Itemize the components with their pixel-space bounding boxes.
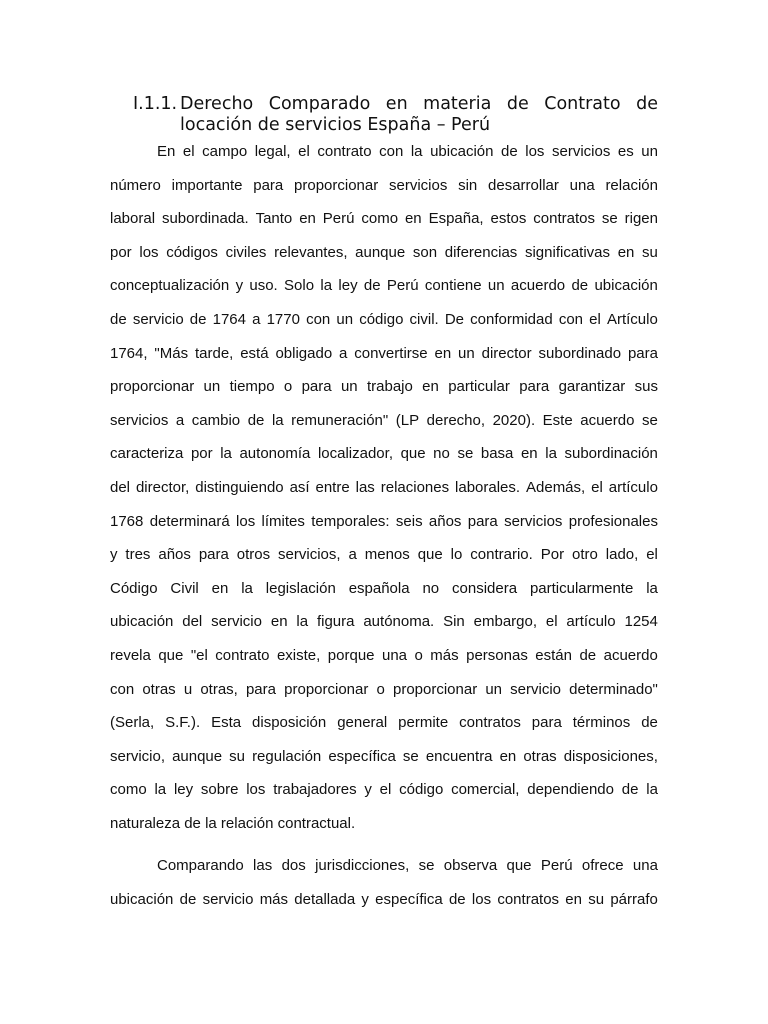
heading-word: de [636, 94, 658, 114]
paragraph-1 [110, 141, 658, 846]
heading-word: materia [423, 94, 492, 114]
paragraph-line: ubicación del servicio en la figura autónoma. Sin embargo, el artículo 1254 [110, 613, 658, 631]
heading-word: en [385, 94, 408, 114]
paragraph-line: laboral subordinada. Tanto en Perú como en España, estos contratos se rigen [110, 210, 658, 228]
paragraph-line: naturaleza de la relación contractual. [110, 814, 356, 832]
paragraph-line: proporcionar un tiempo o para un trabajo en particular para garantizar sus [110, 378, 658, 396]
heading-title-words [180, 94, 658, 115]
paragraph-line: por los códigos civiles relevantes, aunque son diferencias significativas en su [110, 243, 658, 261]
heading-line-2: locación de servicios España – Perú [180, 115, 491, 135]
paragraph-line: Código Civil en la legislación española no considera particularmente la [110, 579, 658, 597]
heading-word: de [506, 94, 529, 114]
paragraph-line: servicio, aunque su regulación específica se encuentra en otras disposiciones, [110, 747, 658, 765]
paragraph-line: Comparando las dos jurisdicciones, se observa que Perú ofrece una [157, 857, 658, 874]
paragraph-line: 1768 determinará los límites temporales: seis años para servicios profesionales [110, 512, 658, 530]
heading-word: Comparado [268, 94, 371, 114]
paragraph-line: servicios a cambio de la remuneración" (LP derecho, 2020). Este acuerdo se [110, 411, 658, 429]
heading-number: I.1.1. [133, 94, 178, 114]
heading-line-1 [133, 94, 658, 115]
paragraph-line: y tres años para otros servicios, a menos que lo contrario. Por otro lado, el [110, 546, 658, 564]
paragraph-line: conceptualización y uso. Solo la ley de Perú contiene un acuerdo de ubicación [110, 277, 658, 295]
paragraph-line: número importante para proporcionar servicios sin desarrollar una relación [110, 176, 658, 194]
paragraph-line: con otras u otras, para proporcionar o proporcionar un servicio determinado" [110, 680, 658, 698]
paragraph-line: del director, distinguiendo así entre las relaciones laborales. Además, el artículo [110, 478, 658, 496]
section-heading [133, 94, 658, 136]
paragraph-line: En el campo legal, el contrato con la ubicación de los servicios es un [157, 143, 658, 160]
paragraph-line: revela que "el contrato existe, porque una o más personas están de acuerdo [110, 646, 658, 664]
paragraph-line: ubicación de servicio más detallada y específica de los contratos en su párrafo [110, 890, 658, 908]
paragraph-2 [110, 855, 658, 922]
heading-word: Contrato [544, 94, 621, 114]
paragraph-line: de servicio de 1764 a 1770 con un código civil. De conformidad con el Artículo [110, 310, 658, 328]
paragraph-line: caracteriza por la autonomía localizador, que no se basa en la subordinación [110, 445, 658, 463]
paragraph-line: como la ley sobre los trabajadores y el código comercial, dependiendo de la [110, 781, 658, 799]
heading-word: Derecho [180, 94, 254, 114]
paragraph-line: 1764, "Más tarde, está obligado a convertirse en un director subordinado para [110, 344, 658, 362]
paragraph-line: (Serla, S.F.). Esta disposición general permite contratos para términos de [110, 714, 658, 732]
